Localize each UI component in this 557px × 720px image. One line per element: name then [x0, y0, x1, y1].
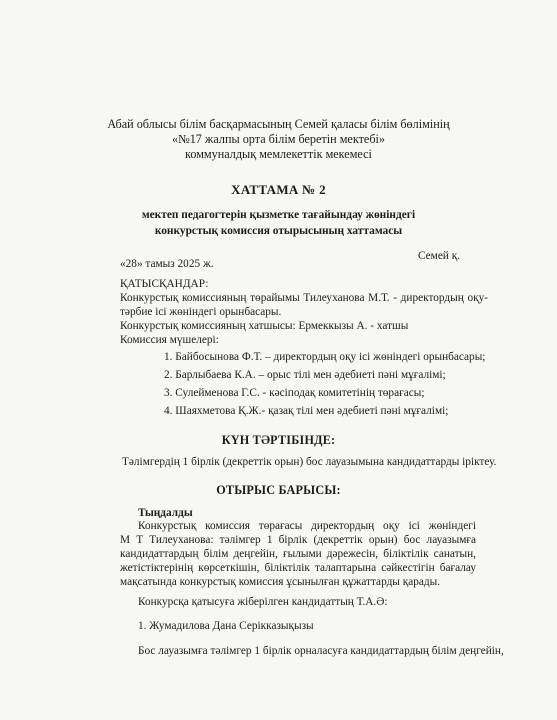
listened-heading: Тыңдалды — [138, 507, 193, 519]
truncated-paragraph-line: Бос лауазымға тәлімгер 1 бірлік орналасуға кандидаттардың білім деңгейін, — [138, 645, 504, 657]
agenda-heading: КҮН ТӘРТІБІНДЕ: — [221, 433, 336, 447]
members-label: Комиссия мүшелері: — [120, 334, 219, 346]
document-subtitle-line1: мектеп педагогтерін қызметке тағайындау жөніндегі — [141, 209, 416, 221]
org-name-line2: «№17 жалпы орта білім беретін мектебі» — [171, 132, 386, 146]
agenda-text: Тәлімгердің 1 бірлік (декреттік орын) бос лауазымына кандидаттарды іріктеу. — [122, 456, 497, 468]
member-item: 1. Байбосынова Ф.Т. – директордың оқу ісі жөніндегі орынбасары; — [164, 351, 486, 363]
paragraph-line: Конкурстық комиссия төрағасы директордың оқу ісі жөніндегі — [138, 520, 476, 532]
paragraph-line: М Т Тилеуханова: тәлімгер 1 бірлік (декреттік орын) бос лауазымға — [120, 534, 476, 546]
member-item: 4. Шаяхметова Қ.Ж.- қазақ тілі мен әдебиеті пәні мұғалімі; — [164, 405, 449, 417]
member-item: 3. Сулейменова Г.С. - кәсіподақ комитетінің төрағасы; — [164, 387, 425, 399]
org-name-line3: коммуналдық мемлекеттік мекемесі — [185, 147, 372, 161]
paragraph-line: жетістіктерінің көрсеткішін, біліктілік талаптарына сәйкестігін бағалау — [120, 562, 476, 574]
paragraph-last-line: мақсатында конкурстық комиссия ұсынылған құжаттарды қарады. — [120, 576, 441, 588]
date: «28» тамыз 2025 ж. — [120, 258, 214, 270]
attendees-heading: ҚАТЫСҚАНДАР: — [120, 278, 209, 290]
document-title: ХАТТАМА № 2 — [231, 182, 326, 197]
member-item: 2. Барлыбаева К.А. – орыс тілі мен әдебиеті пәні мұғалімі; — [164, 369, 446, 381]
chair-line2: тәрбие ісі жөніндегі орынбасары. — [120, 306, 282, 318]
chair-line1: Конкурстық комиссияның төрайымы Тилеуханова М.Т. - директордың оқу- — [120, 292, 488, 304]
paragraph-line: кандидаттардың білім деңгейін, ғылыми дәрежесін, біліктілік санатын, — [120, 548, 476, 560]
candidate-item: 1. Жумадилова Дана Серікказықызы — [138, 620, 314, 632]
proceedings-heading: ОТЫРЫС БАРЫСЫ: — [216, 483, 341, 497]
secretary: Конкурстық комиссияның хатшысы: Ермеккызы А. - хатшы — [120, 320, 409, 332]
place: Семей қ. — [418, 250, 461, 262]
candidates-intro: Конкурсқа қатысуға жіберілген кандидаттың Т.А.Ә: — [138, 596, 388, 608]
document-subtitle-line2: конкурстық комиссия отырысының хаттамасы — [154, 225, 403, 237]
org-name-line1: Абай облысы білім басқармасының Семей қаласы білім бөлімінің — [107, 117, 450, 131]
